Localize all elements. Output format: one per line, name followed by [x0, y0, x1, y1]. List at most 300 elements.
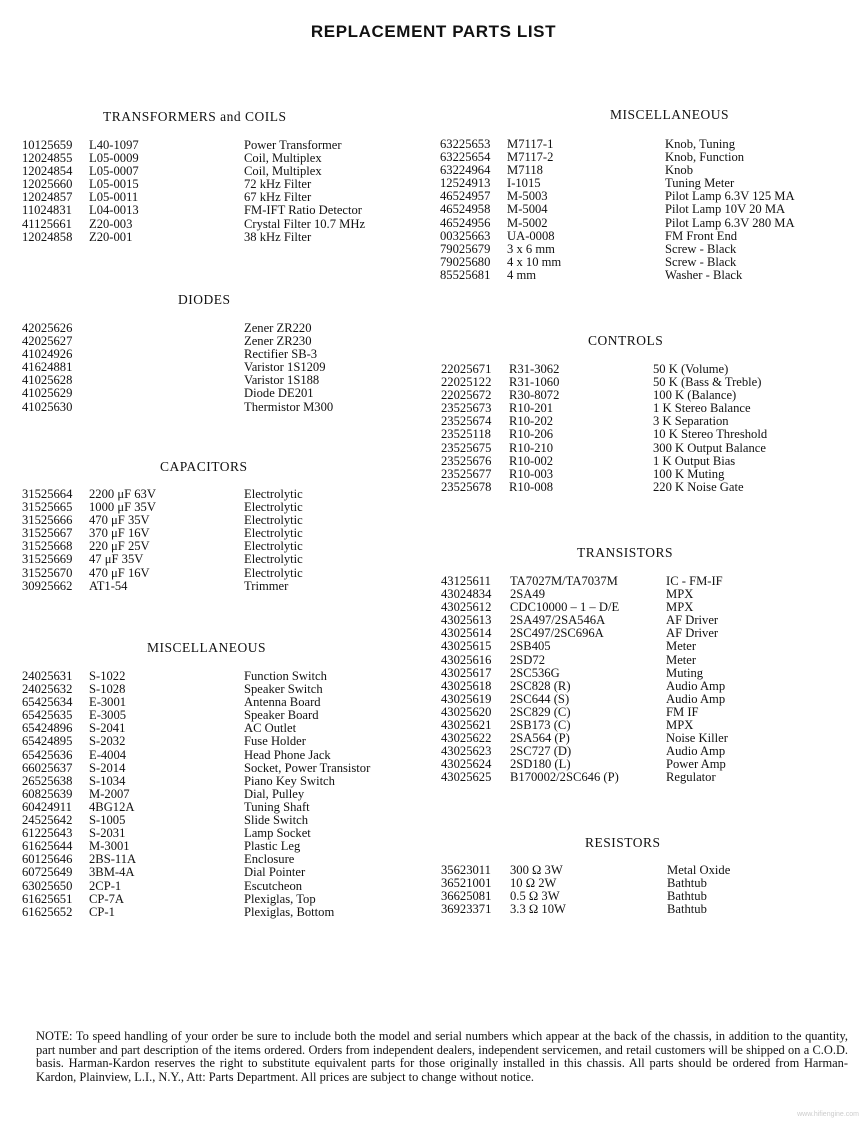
- part-number: 43125611: [441, 574, 491, 588]
- part-code: TA7027M/TA7037M: [510, 574, 618, 588]
- part-number: 41025629: [22, 386, 73, 401]
- parts-row: [22, 335, 422, 348]
- part-description: IC - FM-IF: [666, 574, 723, 588]
- part-description: Knob: [665, 163, 693, 178]
- part-code: 3.3 Ω 10W: [510, 902, 566, 917]
- parts-row: [441, 415, 861, 428]
- part-description: Trimmer: [244, 578, 289, 593]
- part-description: Escutcheon: [244, 878, 303, 893]
- parts-row: [441, 455, 861, 468]
- parts-row: [440, 138, 860, 151]
- part-description: Screw - Black: [665, 241, 737, 256]
- part-code: UA-0008: [507, 228, 555, 243]
- parts-row: [22, 204, 422, 217]
- part-number: 12524913: [440, 176, 491, 191]
- part-code: R10-002: [509, 453, 554, 468]
- part-description: Muting: [666, 665, 704, 680]
- part-number: 23525675: [441, 440, 492, 455]
- parts-row: [441, 363, 861, 376]
- parts-row: [441, 428, 861, 441]
- parts-row: [22, 683, 432, 696]
- part-description: Audio Amp: [666, 744, 726, 759]
- parts-row: [441, 771, 861, 784]
- parts-row: [440, 256, 860, 269]
- part-description: Dial, Pulley: [244, 786, 305, 801]
- part-description: 1 K Output Bias: [653, 453, 736, 468]
- parts-row: [441, 745, 861, 758]
- part-number: 65425636: [22, 747, 73, 762]
- part-code: 2SA564 (P): [510, 731, 570, 746]
- part-number: 43025614: [441, 626, 492, 641]
- parts-row: [22, 165, 422, 178]
- part-code: Z20-003: [89, 216, 133, 231]
- parts-row: [22, 709, 432, 722]
- part-number: 85525681: [440, 267, 491, 282]
- part-number: 31525667: [22, 526, 73, 541]
- part-number: 23525673: [441, 401, 492, 416]
- part-code: S-1028: [89, 682, 126, 697]
- part-number: 41125661: [22, 216, 72, 231]
- watermark: www.hifiengine.com: [797, 1111, 859, 1118]
- parts-row: [440, 217, 860, 230]
- part-description: Electrolytic: [244, 500, 303, 515]
- part-code: R10-008: [509, 479, 554, 494]
- part-number: 43025615: [441, 639, 492, 654]
- parts-row: [22, 827, 432, 840]
- part-code: 2SB173 (C): [510, 718, 571, 733]
- parts-row: [22, 553, 422, 566]
- parts-row: [440, 269, 860, 282]
- parts-row: [441, 706, 861, 719]
- part-number: 43025618: [441, 678, 492, 693]
- part-number: 46524957: [440, 189, 491, 204]
- part-code: S-2014: [89, 760, 126, 775]
- part-code: E-4004: [89, 747, 127, 762]
- part-description: Audio Amp: [666, 691, 726, 706]
- part-number: 24025632: [22, 682, 73, 697]
- part-description: AF Driver: [666, 613, 719, 628]
- parts-row: [441, 376, 861, 389]
- parts-row: [440, 177, 860, 190]
- part-description: Electrolytic: [244, 539, 303, 554]
- part-number: 60725649: [22, 865, 73, 880]
- part-number: 43025621: [441, 718, 492, 733]
- section-heading-left-misc: MISCELLANEOUS: [147, 640, 267, 655]
- part-number: 63025650: [22, 878, 73, 893]
- part-description: Metal Oxide: [667, 863, 731, 877]
- part-description: MPX: [666, 718, 694, 733]
- part-number: 42025627: [22, 334, 73, 349]
- part-code: E-3005: [89, 708, 127, 723]
- part-description: 72 kHz Filter: [244, 177, 312, 192]
- part-description: Function Switch: [244, 669, 327, 683]
- part-number: 24025631: [22, 669, 73, 683]
- parts-row: [441, 640, 861, 653]
- part-description: Knob, Function: [665, 150, 745, 165]
- part-number: 31525665: [22, 500, 73, 515]
- part-number: 60125646: [22, 852, 73, 867]
- parts-row: [22, 580, 422, 593]
- part-description: 3 K Separation: [653, 414, 729, 429]
- section-heading-controls: CONTROLS: [588, 333, 664, 348]
- part-code: 2SC644 (S): [510, 691, 570, 706]
- part-code: 1000 μF 35V: [89, 500, 156, 515]
- part-description: Knob, Tuning: [665, 137, 735, 151]
- part-description: AC Outlet: [244, 721, 297, 736]
- part-number: 36625081: [441, 889, 492, 904]
- part-number: 61625652: [22, 904, 73, 919]
- part-description: Power Transformer: [244, 138, 342, 152]
- part-description: Bathtub: [667, 889, 707, 904]
- part-description: Screw - Black: [665, 254, 737, 269]
- part-code: L05-0015: [89, 177, 139, 192]
- part-number: 12024857: [22, 190, 73, 205]
- part-number: 43025620: [441, 704, 492, 719]
- part-code: 2SB405: [510, 639, 551, 654]
- part-description: Washer - Black: [665, 267, 743, 282]
- parts-row: [441, 719, 861, 732]
- part-description: Diode DE201: [244, 386, 314, 401]
- part-description: FM IF: [666, 704, 699, 719]
- parts-row: [22, 488, 422, 501]
- part-code: S-2032: [89, 734, 126, 749]
- part-code: 2SD72: [510, 652, 545, 667]
- part-description: AF Driver: [666, 626, 719, 641]
- part-number: 63225654: [440, 150, 491, 165]
- part-description: Plastic Leg: [244, 839, 301, 854]
- part-code: S-1022: [89, 669, 126, 683]
- part-description: Plexiglas, Bottom: [244, 904, 335, 919]
- part-number: 41025630: [22, 399, 73, 414]
- parts-row: [440, 230, 860, 243]
- parts-row: [441, 732, 861, 745]
- part-number: 43025612: [441, 600, 492, 615]
- diodes-list: [22, 322, 422, 414]
- part-code: M7118: [507, 163, 543, 178]
- part-description: 300 K Output Balance: [653, 440, 766, 455]
- part-number: 43025623: [441, 744, 492, 759]
- part-number: 11024831: [22, 203, 72, 218]
- part-number: 23525678: [441, 479, 492, 494]
- part-code: L05-0009: [89, 151, 139, 166]
- part-description: Pilot Lamp 10V 20 MA: [665, 202, 786, 217]
- part-code: M-5003: [507, 189, 548, 204]
- part-description: FM Front End: [665, 228, 738, 243]
- part-description: Noise Killer: [666, 731, 728, 746]
- part-description: 67 kHz Filter: [244, 190, 312, 205]
- part-number: 12024854: [22, 164, 73, 179]
- part-description: Varistor 1S188: [244, 373, 320, 388]
- parts-row: [22, 231, 422, 244]
- part-code: CDC10000 – 1 – D/E: [510, 600, 620, 615]
- part-code: 3 x 6 mm: [507, 241, 555, 256]
- part-number: 31525670: [22, 565, 73, 580]
- part-description: Dial Pointer: [244, 865, 306, 880]
- part-description: MPX: [666, 600, 694, 615]
- part-code: 2SC536G: [510, 665, 560, 680]
- part-description: Rectifier SB-3: [244, 347, 318, 362]
- part-number: 60825639: [22, 786, 73, 801]
- part-description: Regulator: [666, 770, 716, 785]
- parts-row: [22, 401, 422, 414]
- part-description: Electrolytic: [244, 552, 303, 567]
- parts-row: [441, 693, 861, 706]
- part-code: 2CP-1: [89, 878, 122, 893]
- part-description: Electrolytic: [244, 565, 303, 580]
- part-description: Thermistor M300: [244, 399, 334, 414]
- parts-row: [22, 374, 422, 387]
- part-description: Tuning Meter: [665, 176, 735, 191]
- controls-list: [441, 363, 861, 494]
- parts-row: [441, 588, 861, 601]
- parts-row: [441, 575, 861, 588]
- parts-row: [22, 801, 432, 814]
- part-number: 35623011: [441, 863, 491, 877]
- parts-row: [22, 696, 432, 709]
- part-number: 43025619: [441, 691, 492, 706]
- part-code: 2SA497/2SA546A: [510, 613, 606, 628]
- part-code: 2SC727 (D): [510, 744, 572, 759]
- part-description: Piano Key Switch: [244, 773, 335, 788]
- part-number: 43025624: [441, 757, 492, 772]
- part-number: 61225643: [22, 826, 73, 841]
- part-number: 23525676: [441, 453, 492, 468]
- parts-row: [441, 654, 861, 667]
- right-misc-list: [440, 138, 860, 282]
- part-number: 22025122: [441, 375, 492, 390]
- part-code: 10 Ω 2W: [510, 876, 557, 891]
- part-code: S-2031: [89, 826, 126, 841]
- part-number: 12024858: [22, 229, 73, 244]
- part-description: 50 K (Bass & Treble): [653, 375, 762, 390]
- part-number: 43024834: [441, 587, 492, 602]
- parts-row: [22, 348, 422, 361]
- part-description: 50 K (Volume): [653, 362, 729, 376]
- part-number: 46524956: [440, 215, 491, 230]
- part-code: L05-0007: [89, 164, 139, 179]
- part-description: Pilot Lamp 6.3V 125 MA: [665, 189, 795, 204]
- parts-row: [441, 601, 861, 614]
- part-description: Speaker Switch: [244, 682, 323, 697]
- part-number: 22025671: [441, 362, 492, 376]
- part-number: 36521001: [441, 876, 492, 891]
- parts-row: [22, 139, 422, 152]
- parts-row: [441, 402, 861, 415]
- part-code: S-2041: [89, 721, 126, 736]
- part-code: Z20-001: [89, 229, 133, 244]
- part-code: 0.5 Ω 3W: [510, 889, 560, 904]
- part-number: 60424911: [22, 799, 72, 814]
- part-code: 4BG12A: [89, 799, 135, 814]
- part-code: B170002/2SC646 (P): [510, 770, 619, 785]
- parts-row: [441, 468, 861, 481]
- part-code: L04-0013: [89, 203, 139, 218]
- capacitors-list: [22, 488, 422, 593]
- part-code: R10-201: [509, 401, 554, 416]
- part-code: 3BM-4A: [89, 865, 135, 880]
- part-number: 26525638: [22, 773, 73, 788]
- parts-row: [441, 758, 861, 771]
- part-description: Power Amp: [666, 757, 726, 772]
- part-code: 220 μF 25V: [89, 539, 150, 554]
- part-description: Coil, Multiplex: [244, 151, 322, 166]
- parts-row: [22, 735, 432, 748]
- part-code: 2SD180 (L): [510, 757, 571, 772]
- part-description: Fuse Holder: [244, 734, 306, 749]
- part-description: Coil, Multiplex: [244, 164, 322, 179]
- part-code: R30-8072: [509, 388, 560, 403]
- part-number: 41025628: [22, 373, 73, 388]
- part-description: Meter: [666, 639, 697, 654]
- parts-row: [22, 749, 432, 762]
- parts-row: [22, 670, 432, 683]
- part-number: 65425634: [22, 695, 73, 710]
- parts-row: [22, 853, 432, 866]
- part-number: 65424895: [22, 734, 73, 749]
- part-number: 23525677: [441, 466, 492, 481]
- parts-row: [22, 893, 432, 906]
- part-code: R10-003: [509, 466, 554, 481]
- parts-row: [441, 389, 861, 402]
- parts-row: [22, 527, 422, 540]
- parts-row: [441, 864, 861, 877]
- part-code: I-1015: [507, 176, 541, 191]
- part-code: 2SA49: [510, 587, 545, 602]
- part-number: 31525668: [22, 539, 73, 554]
- part-code: 2SC829 (C): [510, 704, 571, 719]
- part-number: 66025637: [22, 760, 73, 775]
- part-description: 100 K Muting: [653, 466, 725, 481]
- part-code: 300 Ω 3W: [510, 863, 563, 877]
- parts-row: [22, 178, 422, 191]
- part-code: 2SC828 (R): [510, 678, 571, 693]
- part-code: R31-1060: [509, 375, 560, 390]
- part-description: MPX: [666, 587, 694, 602]
- part-code: CP-1: [89, 904, 115, 919]
- section-heading-capacitors: CAPACITORS: [160, 459, 248, 474]
- part-description: Varistor 1S1209: [244, 360, 326, 375]
- part-code: M-5004: [507, 202, 548, 217]
- parts-row: [441, 890, 861, 903]
- part-code: 2200 μF 63V: [89, 487, 156, 501]
- parts-row: [22, 840, 432, 853]
- parts-row: [22, 322, 422, 335]
- part-description: Zener ZR230: [244, 334, 312, 349]
- part-code: CP-7A: [89, 891, 124, 906]
- part-description: Tuning Shaft: [244, 799, 310, 814]
- part-code: L05-0011: [89, 190, 139, 205]
- part-description: Enclosure: [244, 852, 295, 867]
- part-number: 24525642: [22, 813, 73, 828]
- part-description: 1 K Stereo Balance: [653, 401, 751, 416]
- section-heading-transformers: TRANSFORMERS and COILS: [103, 109, 287, 124]
- part-code: 4 mm: [507, 267, 537, 282]
- part-code: 4 x 10 mm: [507, 254, 562, 269]
- part-number: 42025626: [22, 321, 73, 335]
- parts-row: [22, 361, 422, 374]
- part-description: Plexiglas, Top: [244, 891, 316, 906]
- part-number: 30925662: [22, 578, 73, 593]
- part-code: 2SC497/2SC696A: [510, 626, 604, 641]
- part-number: 00325663: [440, 228, 491, 243]
- part-number: 23525118: [441, 427, 491, 442]
- parts-row: [440, 151, 860, 164]
- part-description: Electrolytic: [244, 513, 303, 528]
- part-number: 23525674: [441, 414, 492, 429]
- part-description: Socket, Power Transistor: [244, 760, 371, 775]
- part-number: 65425635: [22, 708, 73, 723]
- part-number: 63225653: [440, 137, 491, 151]
- part-description: 10 K Stereo Threshold: [653, 427, 768, 442]
- part-number: 41024926: [22, 347, 73, 362]
- parts-row: [440, 203, 860, 216]
- part-description: 38 kHz Filter: [244, 229, 312, 244]
- part-code: R10-210: [509, 440, 554, 455]
- parts-row: [440, 190, 860, 203]
- part-description: Speaker Board: [244, 708, 319, 723]
- part-code: M7117-2: [507, 150, 554, 165]
- parts-row: [22, 788, 432, 801]
- part-description: Head Phone Jack: [244, 747, 331, 762]
- section-heading-diodes: DIODES: [178, 292, 231, 307]
- parts-row: [22, 540, 422, 553]
- parts-row: [440, 243, 860, 256]
- parts-row: [441, 680, 861, 693]
- part-number: 43025617: [441, 665, 492, 680]
- part-number: 36923371: [441, 902, 492, 917]
- parts-row: [441, 481, 861, 494]
- parts-row: [22, 722, 432, 735]
- part-description: Lamp Socket: [244, 826, 311, 841]
- part-number: 43025625: [441, 770, 492, 785]
- part-code: S-1005: [89, 813, 126, 828]
- parts-row: [22, 906, 432, 919]
- parts-row: [22, 191, 422, 204]
- parts-row: [441, 627, 861, 640]
- part-code: R10-202: [509, 414, 554, 429]
- parts-row: [22, 866, 432, 879]
- part-code: M-5002: [507, 215, 548, 230]
- part-number: 31525669: [22, 552, 73, 567]
- parts-row: [22, 501, 422, 514]
- part-code: 370 μF 16V: [89, 526, 150, 541]
- part-description: Bathtub: [667, 876, 707, 891]
- part-code: 47 μF 35V: [89, 552, 144, 567]
- parts-row: [440, 164, 860, 177]
- parts-row: [441, 903, 861, 916]
- part-description: Zener ZR220: [244, 321, 312, 335]
- part-description: Pilot Lamp 6.3V 280 MA: [665, 215, 795, 230]
- part-number: 43025616: [441, 652, 492, 667]
- part-number: 10125659: [22, 138, 73, 152]
- part-code: 470 μF 35V: [89, 513, 150, 528]
- left-misc-list: [22, 670, 432, 919]
- parts-row: [441, 614, 861, 627]
- parts-row: [22, 880, 432, 893]
- part-description: Crystal Filter 10.7 MHz: [244, 216, 366, 231]
- part-description: Antenna Board: [244, 695, 321, 710]
- part-code: M7117-1: [507, 137, 554, 151]
- transistors-list: [441, 575, 861, 785]
- part-description: 100 K (Balance): [653, 388, 737, 403]
- parts-row: [22, 218, 422, 231]
- part-number: 61625651: [22, 891, 73, 906]
- part-number: 31525664: [22, 487, 73, 501]
- part-description: Bathtub: [667, 902, 707, 917]
- part-number: 61625644: [22, 839, 73, 854]
- ordering-note: NOTE: To speed handling of your order be sure to include both the model and serial numbers which appear at the back of the chassis, in addition to the quantity, part number and part description of the items ordered. Orders from independent dealers, independent servicemen, and retail customers will be shipped on a C.O.D. basis. Harman-Kardon reserves the right to substitute equivalent parts for those originally installed in this chassis. All parts should be ordered from Harman-Kardon, Plainview, L.I., N.Y., Att: Parts Department. All prices are subject to change without notice.: [36, 1029, 848, 1084]
- part-number: 31525666: [22, 513, 73, 528]
